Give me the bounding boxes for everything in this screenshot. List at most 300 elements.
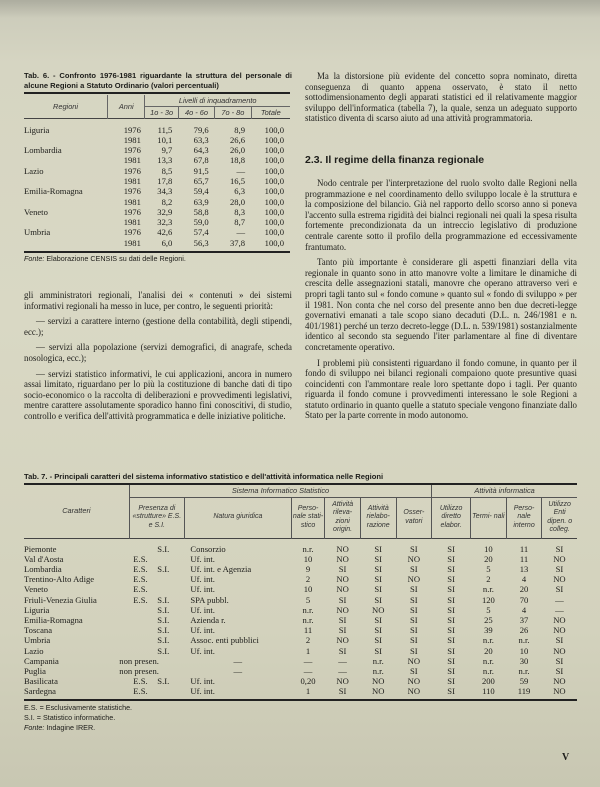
tab7-cell-value: NO	[407, 574, 421, 585]
tab7-cell-natura	[184, 646, 291, 656]
tab6-row	[24, 227, 290, 237]
tab7-caption: Tab. 7. - Principali caratteri del sistema informativo statistico e dell'attività informatica nelle Regioni	[24, 472, 384, 481]
tab7-header-personale-statistico: Perso- nale stati- stico	[291, 497, 324, 538]
tab7-header-caratteri: Caratteri	[24, 485, 129, 538]
tab7-cell-presenza	[129, 646, 184, 656]
tab7-cell-value: SI	[447, 563, 455, 574]
tab7-cell-value: NO	[553, 686, 566, 697]
tab7-region-name: Lazio	[24, 645, 44, 656]
page-number: V	[562, 752, 570, 763]
tab7-cell-value: SI	[410, 543, 418, 554]
tab6-cell-value: —	[236, 165, 246, 176]
tab7-cell-value: 13	[519, 563, 529, 574]
tab6-cell-value: 6,0	[161, 237, 173, 248]
tab7-row	[24, 666, 577, 676]
tab7-presenza-es: E.S.	[133, 584, 148, 595]
tab7-cell-natura	[184, 666, 291, 676]
tab7-presenza-si: S.I.	[157, 635, 170, 646]
tab7-cell-value: 10	[519, 645, 529, 656]
tab7-cell-value: NO	[553, 553, 566, 564]
tab6-cell-value: 8,9	[234, 124, 246, 135]
tab7-cell-value: NO	[336, 543, 349, 554]
tab7-cell-value: SI	[338, 563, 347, 574]
tab6-caption: Tab. 6. - Confronto 1976-1981 riguardante la struttura del personale di alcune Regioni a Statuto Ordinario (valori percentuali)	[24, 71, 292, 90]
tab7-cell-value: SI	[555, 584, 564, 595]
tab7-cell-region	[24, 564, 129, 574]
tab7-cell-value: 11	[519, 543, 529, 554]
tab7-cell-value: NO	[553, 676, 566, 687]
left-column-text	[24, 290, 292, 427]
tab7-header-utilizzo-diretto: Utilizzo diretto elabor.	[432, 497, 471, 538]
tab7-region-name: Trentino-Alto Adige	[24, 574, 95, 585]
tab6-cell-value: 100,0	[264, 217, 284, 228]
tab6-cell-value: 100,0	[264, 124, 284, 135]
tab7-source-label: Fonte:	[24, 723, 45, 733]
tab7-cell-value: SI	[374, 574, 383, 585]
tab7-cell-value: —	[338, 665, 347, 676]
tab7-cell-presenza	[129, 676, 184, 686]
tab7-header-utilizzo-enti: Utilizzo Enti dipen. o colleg.	[547, 500, 573, 533]
tab6-cell-value: 8,7	[234, 217, 246, 228]
tab6-cell-value: 100,0	[264, 227, 284, 238]
tab7-header-osservatori: Osser- vatori	[396, 497, 432, 538]
tab7-cell-presenza	[129, 564, 184, 574]
tab6-cell-region	[24, 155, 108, 165]
tab7-header-sistema: Sistema Informatico Statistico	[129, 485, 431, 497]
tab7-cell-value: SI	[338, 686, 347, 697]
tab7-cell-presenza	[129, 605, 184, 615]
tab6-cell-value: 28,0	[229, 196, 246, 207]
tab7-cell-region	[24, 646, 129, 656]
left-paragraph-2: — servizi a carattere interno (gestione della contabilità, degli stipendi, ecc.);	[24, 316, 292, 337]
tab7-cell-natura	[184, 625, 291, 635]
tab6-cell-value: 100,0	[264, 165, 284, 176]
left-paragraph-3: — servizi alla popolazione (servizi demografici, di anagrafe, scheda nosologica, ecc.);	[24, 342, 292, 363]
tab7-cell-value: 25	[484, 614, 493, 625]
tab7-cell-value: —	[555, 604, 564, 615]
tab7-cell-value: SI	[338, 625, 347, 636]
tab7-presenza-es: E.S.	[133, 676, 148, 687]
tab7-row	[24, 595, 577, 605]
tab6-cell-region	[24, 238, 108, 248]
tab6-cell-region: Lombardia	[24, 145, 62, 156]
tab6-cell-value: 63,3	[193, 134, 209, 145]
tab6-cell-value: 100,0	[264, 186, 284, 197]
tab7-cell-natura	[184, 605, 291, 615]
tab7-natura-text: Uf. int. e Agenzia	[190, 563, 252, 574]
tab7-cell-value: SI	[374, 625, 383, 636]
tab7-cell-value: SI	[374, 543, 383, 554]
tab6-header-regioni: Regioni	[24, 95, 108, 118]
tab7-cell-value: SI	[447, 553, 455, 564]
tab6-cell-year: 1981	[123, 134, 141, 145]
tab6-cell-value: 10,1	[157, 134, 173, 145]
tab7-presenza-si: S.I.	[157, 543, 170, 554]
tab6-cell-value: 100,0	[264, 155, 284, 166]
tab7-cell-value: n.r.	[482, 635, 494, 646]
tab7-cell-value: 70	[519, 594, 529, 605]
tab7-row	[24, 676, 577, 686]
tab6-header-level-3: 7o - 8o	[215, 106, 251, 118]
tab7-header-attivita: Attività informatica	[432, 485, 577, 497]
tab7-cell-natura	[184, 656, 291, 666]
tab7-cell-presenza	[119, 655, 184, 666]
tab7-cell-value: NO	[407, 655, 421, 666]
tab7-header-personale-interno: Perso- nale interno	[506, 497, 542, 538]
tab7-cell-value: 120	[481, 594, 495, 605]
tab7-cell-value: 11	[303, 625, 313, 636]
tab7-cell-value: 10	[303, 553, 313, 564]
tab6-cell-value: 34,3	[157, 186, 173, 197]
tab7-cell-value: 20	[484, 553, 493, 564]
tab6-cell-year: 1981	[123, 217, 141, 228]
tab7-cell-value: NO	[372, 676, 385, 687]
tab6-cell-value: 42,6	[157, 227, 173, 238]
tab6-row	[24, 155, 290, 165]
tab7-cell-value: SI	[447, 584, 455, 595]
right-column-text	[305, 71, 577, 129]
tab7-cell-value: 119	[517, 686, 531, 697]
tab7-region-name: Val d'Aosta	[24, 553, 64, 564]
tab7-natura-text: Consorzio	[190, 543, 226, 554]
tab6-row	[24, 176, 290, 186]
tab7-cell-natura	[184, 554, 291, 564]
tab7-cell-value: SI	[374, 584, 383, 595]
tab7-cell-value: NO	[336, 574, 349, 585]
tab7-bottom-rule	[24, 699, 577, 701]
tab7-cell-region	[24, 656, 129, 666]
tab7-cell-value: 0,20	[300, 676, 316, 687]
tab7-cell-region	[24, 595, 129, 605]
tab7-cell-value: SI	[410, 614, 418, 625]
tab6-cell-year: 1976	[123, 206, 141, 217]
right-column-text-2	[305, 178, 577, 426]
right-paragraph-4: I problemi più consistenti riguardano il fondo comune, in quanto per il fondo di sviluppo nei bilanci regionali compaiono quote presuntive quasi coincidenti con l'ammontare reale loro spettante dopo i tagli. Per quanto riguarda il fondo comune i provvedimenti interessano le sole Regioni a statuto ordinario in quanto quelle a statuto speciale vengono finanziate dallo Stato per la parte corrente in modo autonomo.	[305, 357, 577, 421]
right-paragraph-3: Tanto più importante è considerare gli aspetti finanziari della vita regionale in quanto sono in atto manovre volte a limitare le dinamiche di crescita delle assegnazioni statali, manovre che operano attraverso veri e propri tagli tanto sul « fondo comune » quanto sul « fondo di sviluppo » per il 1981. Non conta che nel corso del presente anno ben due decreti-legge governativi emanati a tale scopo siano decaduti (D.L. n. 246/1981 e n. 401/1981) perché un terzo decreto-legge (D.L. n. 539/1981) sostanzialmente identico al secondo sta seguendo l'iter parlamentare al fine di diventare concretamente operativo.	[305, 257, 577, 352]
tab7-cell-value: SI	[447, 574, 455, 585]
tab7-presenza-si: S.I.	[157, 614, 170, 625]
tab7-presenza-si: S.I.	[157, 645, 170, 656]
tab6-cell-year: 1976	[123, 124, 141, 135]
tab7-cell-value: 26	[519, 625, 529, 636]
tab6-cell-value: 57,4	[193, 227, 209, 238]
tab7-cell-value: SI	[410, 594, 418, 605]
tab6-table	[24, 95, 290, 248]
tab7-cell-value: SI	[447, 635, 455, 646]
tab7-header-rilevazioni: Attività rileva- zioni origin.	[325, 497, 361, 538]
tab6-cell-value: 67,8	[193, 155, 209, 166]
tab6-cell-year: 1981	[123, 196, 141, 207]
tab7-cell-presenza	[129, 635, 184, 645]
tab7-cell-value: n.r.	[482, 584, 494, 595]
tab6-cell-value: 59,4	[193, 186, 209, 197]
tab6-row	[24, 207, 290, 217]
tab7-cell-presenza	[129, 595, 184, 605]
tab6-cell-value: 32,3	[157, 217, 173, 228]
tab6-cell-value: 59,0	[193, 217, 209, 228]
tab7-cell-region	[24, 635, 129, 645]
tab6-cell-value: 91,5	[193, 165, 209, 176]
tab6-header-anni: Anni	[108, 95, 145, 118]
tab6-cell-value: 56,3	[193, 237, 209, 248]
tab7-cell-natura	[184, 686, 291, 696]
tab7-region-name: Puglia	[24, 665, 46, 676]
tab6-cell-value: 8,2	[161, 196, 173, 207]
tab7-cell-value: NO	[407, 676, 421, 687]
tab7-cell-region	[24, 625, 129, 635]
tab7-cell-value: SI	[410, 635, 418, 646]
tab7-cell-value: n.r.	[372, 655, 384, 666]
tab7-cell-value: SI	[447, 543, 455, 554]
tab7-cell-value: n.r.	[518, 635, 530, 646]
tab7-cell-value: —	[338, 655, 347, 666]
tab7-natura-text: Assoc. enti pubblici	[190, 635, 259, 646]
tab7-row	[24, 686, 577, 696]
tab6-cell-value: 26,6	[229, 134, 246, 145]
tab7-cell-value: NO	[336, 604, 349, 615]
tab6-top-rule	[24, 92, 290, 94]
tab6-cell-value: 18,8	[229, 155, 246, 166]
tab7-cell-value: —	[303, 655, 313, 666]
tab6-row	[24, 217, 290, 227]
tab7-cell-value: SI	[447, 614, 455, 625]
tab7-cell-value: SI	[410, 665, 418, 676]
tab7-row	[24, 656, 577, 666]
tab7-cell-value: 10	[303, 584, 313, 595]
tab6-cell-value: 63,9	[193, 196, 209, 207]
tab7-presenza-si: S.I.	[157, 594, 170, 605]
tab7-natura-text: Uf. int.	[190, 645, 215, 656]
tab7-cell-value: —	[303, 665, 313, 676]
tab7-cell-presenza	[129, 574, 184, 584]
tab7-cell-value: n.r.	[518, 665, 530, 676]
tab7-cell-value: 11	[519, 553, 529, 564]
tab7-cell-value: NO	[407, 553, 421, 564]
tab7-cell-value: SI	[447, 625, 455, 636]
tab7-cell-value: SI	[555, 665, 564, 676]
tab7-cell-value: n.r.	[482, 665, 494, 676]
tab7-cell-value: SI	[555, 543, 564, 554]
tab7-presenza-es: E.S.	[133, 594, 148, 605]
tab6-bottom-rule	[24, 251, 290, 253]
tab6-cell-value: 8,5	[161, 165, 173, 176]
tab6-cell-year: 1976	[123, 227, 141, 238]
tab7-natura-text: Uf. int.	[190, 676, 215, 687]
tab7-cell-value: NO	[336, 676, 349, 687]
tab6-row	[24, 238, 290, 248]
tab7-cell-value: SI	[410, 584, 418, 595]
tab7-header-rielaborazione: Attività rielabo- razione	[360, 497, 396, 538]
tab7-presenza-si: S.I.	[157, 604, 170, 615]
tab7-cell-value: n.r.	[302, 614, 314, 625]
tab7-row	[24, 615, 577, 625]
tab7-cell-value: NO	[553, 614, 566, 625]
tab7-cell-value: SI	[555, 635, 564, 646]
tab7-presenza-es: E.S.	[133, 553, 148, 564]
tab7-natura-text: —	[233, 655, 243, 666]
tab7-cell-presenza	[129, 554, 184, 564]
tab7-cell-region	[24, 605, 129, 615]
tab7-cell-value: n.r.	[302, 604, 314, 615]
tab7-cell-value: 9	[305, 563, 311, 574]
tab6-cell-region: Emilia-Romagna	[24, 186, 83, 197]
tab7-cell-value: SI	[447, 645, 455, 656]
tab6-cell-region	[24, 135, 108, 145]
tab7-cell-value: NO	[336, 584, 349, 595]
tab6-cell-value: 6,3	[234, 186, 246, 197]
tab6-cell-region	[24, 176, 108, 186]
tab6-cell-region: Liguria	[24, 124, 50, 135]
tab7-cell-value: 59	[519, 676, 529, 687]
tab7-cell-value: 4	[521, 574, 527, 585]
tab7-cell-natura	[184, 676, 291, 686]
tab7-natura-text: Uf. int.	[190, 553, 215, 564]
tab7-cell-value: n.r.	[372, 665, 384, 676]
tab6-cell-year: 1981	[123, 155, 141, 166]
tab7-cell-natura	[184, 595, 291, 605]
tab7-row	[24, 574, 577, 584]
tab7-cell-natura	[184, 544, 291, 554]
tab7-cell-value: 20	[519, 584, 529, 595]
tab6-cell-region: Lazio	[24, 165, 44, 176]
tab6-cell-value: 58,8	[193, 206, 209, 217]
tab7-cell-value: SI	[447, 676, 455, 687]
tab7-header-presenza: Presenza di «strutture» E.S. e S.I.	[129, 497, 184, 538]
tab7-row	[24, 554, 577, 564]
tab6-cell-year: 1981	[123, 237, 141, 248]
tab7-notes	[24, 703, 577, 734]
tab7-cell-value: NO	[553, 625, 566, 636]
tab6-cell-value: 100,0	[264, 237, 284, 248]
tab7-cell-region	[24, 666, 129, 676]
tab7-cell-value: 2	[305, 635, 311, 646]
tab6-header-level-2: 4o - 6o	[178, 106, 214, 118]
tab7-cell-value: SI	[374, 594, 383, 605]
tab7-region-name: Lombardia	[24, 563, 62, 574]
tab7-table	[24, 485, 577, 697]
tab6-cell-year: 1976	[123, 165, 141, 176]
tab7-cell-value: 20	[484, 645, 493, 656]
tab6-source	[24, 254, 290, 264]
tab7-cell-natura	[184, 564, 291, 574]
tab6-cell-value: 17,8	[157, 175, 173, 186]
tab7-region-name: Friuli-Venezia Giulia	[24, 594, 97, 605]
tab7-row	[24, 635, 577, 645]
tab7-cell-value: SI	[410, 625, 418, 636]
tab7-cell-value: n.r.	[482, 655, 494, 666]
tab6-source-text: Elaborazione CENSIS su dati delle Regioni.	[46, 254, 186, 264]
tab7-cell-value: 2	[486, 574, 491, 585]
tab7-cell-value: NO	[336, 553, 349, 564]
right-paragraph-2: Nodo centrale per l'interpretazione del ruolo svolto dalle Regioni nella programmazione e nel coordinamento dello sviluppo locale è la struttura e la composizione del bilancio. Già nel rapporto dello scorso anno si poneva l'accento sulla estrema rigidità dei bialnci regionali nei quali la spesa risulta fortemente precondizionata da un intreccio legislativo di produzione centrale carente sotto il profilo della programmazione ed eccessivamente frantumato.	[305, 178, 577, 252]
tab7-cell-value: SI	[374, 635, 383, 646]
tab7-row	[24, 544, 577, 554]
tab7-cell-value: SI	[447, 655, 455, 666]
tab6-row	[24, 186, 290, 196]
tab6-cell-region: Veneto	[24, 206, 48, 217]
tab7-cell-value: SI	[447, 665, 455, 676]
tab7-row	[24, 646, 577, 656]
tab7-header-natura: Natura giuridica	[184, 497, 291, 538]
tab7-cell-value: 37	[519, 614, 529, 625]
tab7-presenza-si: S.I.	[157, 625, 170, 636]
tab7-source	[24, 723, 577, 733]
tab6-row	[24, 135, 290, 145]
tab6-row	[24, 197, 290, 207]
tab7-top-rule	[24, 483, 577, 485]
tab7-table-container	[24, 483, 577, 734]
tab6-cell-value: 16,5	[229, 175, 246, 186]
tab7-cell-value: NO	[336, 635, 349, 646]
tab7-cell-value: SI	[374, 553, 383, 564]
tab6-cell-value: 100,0	[264, 145, 284, 156]
tab7-cell-presenza	[119, 665, 184, 676]
tab7-cell-value: 1	[305, 686, 311, 697]
tab7-cell-value: SI	[338, 614, 347, 625]
tab7-natura-text: Uf. int.	[190, 584, 215, 595]
tab7-cell-value: SI	[338, 645, 347, 656]
tab7-region-name: Campania	[24, 655, 59, 666]
tab6-cell-region	[24, 217, 108, 227]
tab6-cell-year: 1981	[123, 175, 141, 186]
tab7-natura-text: SPA pubbl.	[190, 594, 229, 605]
tab7-region-name: Toscana	[24, 625, 53, 636]
tab7-region-name: Liguria	[24, 604, 50, 615]
right-paragraph-1: Ma la distorsione più evidente del concetto sopra nominato, diretta conseguenza di quanto appena osservato, è stato il netto sottodimensionamento degli apparati statistici ed il relativamente maggior sviluppo dell'informatica (tabella 7), la quale, senza un adeguato supporto statistico diventa di scarso aiuto ad una attività programmatoria.	[305, 71, 577, 124]
tab6-cell-value: 100,0	[264, 175, 284, 186]
tab7-cell-region	[24, 584, 129, 594]
tab7-cell-region	[24, 574, 129, 584]
tab7-cell-value: 5	[486, 563, 491, 574]
tab7-cell-value: 30	[519, 655, 529, 666]
tab6-cell-value: 79,6	[193, 124, 209, 135]
tab7-cell-value: NO	[553, 645, 566, 656]
tab7-cell-value: SI	[410, 604, 418, 615]
tab7-presenza-si: S.I.	[157, 676, 170, 687]
left-paragraph-1: gli amministratori regionali, l'analisi dei « contenuti » dei sistemi informativi regionali ha messo in luce, per contro, le seguenti priorità:	[24, 290, 292, 311]
tab7-cell-presenza	[129, 584, 184, 594]
tab6-row	[24, 125, 290, 135]
tab7-cell-region	[24, 676, 129, 686]
tab7-cell-value: NO	[553, 574, 566, 585]
tab7-natura-text: Uf. int.	[190, 625, 215, 636]
page-top-shadow	[0, 0, 600, 18]
tab6-header-livelli: Livelli di inquadramento	[145, 95, 290, 106]
tab7-cell-presenza	[129, 544, 184, 554]
tab7-cell-region	[24, 554, 129, 564]
tab7-presenza-es: E.S.	[133, 574, 148, 585]
tab6-cell-value: 65,7	[193, 175, 209, 186]
tab6-cell-value: 100,0	[264, 206, 284, 217]
tab7-cell-value: n.r.	[302, 543, 314, 554]
tab7-cell-presenza	[129, 615, 184, 625]
tab6-cell-value: —	[236, 227, 246, 238]
tab7-cell-natura	[184, 615, 291, 625]
tab7-region-name: Sardegna	[24, 686, 56, 697]
tab6-cell-value: 64,3	[193, 145, 209, 156]
tab7-row	[24, 605, 577, 615]
tab7-cell-value: 10	[484, 543, 493, 554]
tab6-cell-value: 100,0	[264, 134, 284, 145]
tab7-note-si: S.I. = Statistico informatiche.	[24, 712, 116, 722]
left-paragraph-4: — servizi statistico informativi, le cui applicazioni, ancora in numero assai limitato, riguardano per lo più la costituzione di banche dati di tipo socio-economico o la raccolta di deliberazioni e provvedimenti legislativi, mentre carattere assolutamente sporadico hanno fini conoscitivi, di studio, controllo e verifica dell'attività programmatica e delle iniziative politiche.	[24, 368, 292, 421]
tab7-cell-region	[24, 615, 129, 625]
tab7-cell-value: 200	[481, 676, 495, 687]
tab6-row	[24, 166, 290, 176]
tab7-source-text: Indagine IRER.	[46, 723, 96, 733]
tab7-cell-presenza	[129, 625, 184, 635]
tab7-cell-value: 39	[484, 625, 493, 636]
